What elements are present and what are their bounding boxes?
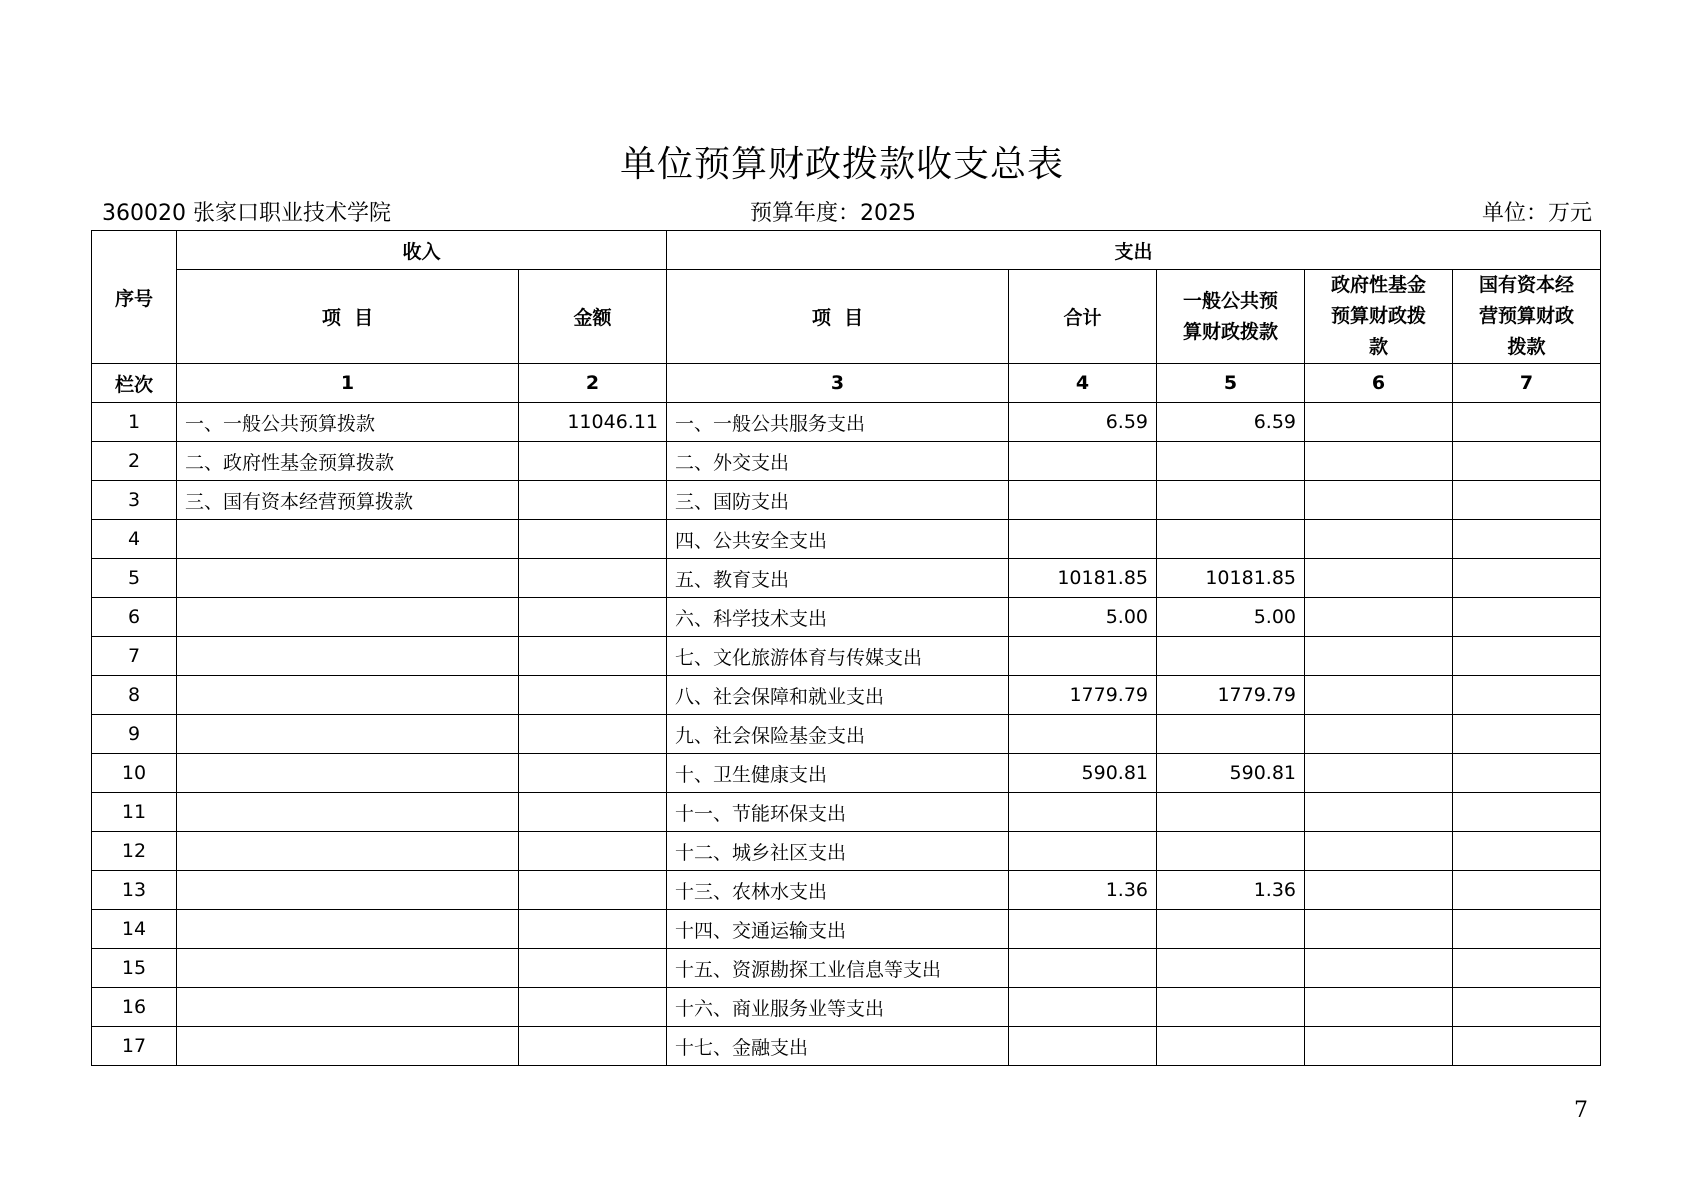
cell-income-amount	[519, 559, 667, 598]
cell-general-budget	[1157, 481, 1305, 520]
cell-state-capital	[1453, 403, 1601, 442]
cell-state-capital	[1453, 1027, 1601, 1066]
cell-income-amount	[519, 832, 667, 871]
cell-income-item	[177, 793, 519, 832]
column-number: 5	[1157, 364, 1305, 403]
cell-income-amount: 11046.11	[519, 403, 667, 442]
cell-income-item	[177, 754, 519, 793]
table-row	[92, 793, 1601, 832]
cell-expense-item: 十五、资源勘探工业信息等支出	[667, 949, 1009, 988]
cell-state-capital	[1453, 598, 1601, 637]
table-row	[92, 1027, 1601, 1066]
cell-income-item	[177, 559, 519, 598]
cell-state-capital	[1453, 637, 1601, 676]
cell-total	[1009, 988, 1157, 1027]
column-number: 2	[519, 364, 667, 403]
column-number: 4	[1009, 364, 1157, 403]
cell-expense-item: 六、科学技术支出	[667, 598, 1009, 637]
cell-expense-item: 十四、交通运输支出	[667, 910, 1009, 949]
table-row	[92, 481, 1601, 520]
cell-total: 5.00	[1009, 598, 1157, 637]
cell-gov-fund	[1305, 1027, 1453, 1066]
cell-general-budget	[1157, 988, 1305, 1027]
cell-state-capital	[1453, 832, 1601, 871]
cell-state-capital	[1453, 793, 1601, 832]
cell-gov-fund	[1305, 832, 1453, 871]
cell-seq: 14	[92, 910, 177, 949]
cell-gov-fund	[1305, 949, 1453, 988]
cell-gov-fund	[1305, 988, 1453, 1027]
cell-state-capital	[1453, 520, 1601, 559]
cell-gov-fund	[1305, 442, 1453, 481]
cell-seq: 10	[92, 754, 177, 793]
cell-expense-item: 四、公共安全支出	[667, 520, 1009, 559]
cell-income-item	[177, 910, 519, 949]
cell-general-budget: 590.81	[1157, 754, 1305, 793]
cell-gov-fund	[1305, 598, 1453, 637]
header-state-capital: 国有资本经营预算财政拨款	[1453, 270, 1601, 364]
cell-expense-item: 十七、金融支出	[667, 1027, 1009, 1066]
table-row	[92, 442, 1601, 481]
cell-general-budget	[1157, 637, 1305, 676]
cell-seq: 3	[92, 481, 177, 520]
cell-state-capital	[1453, 481, 1601, 520]
cell-income-amount	[519, 910, 667, 949]
header-expense: 支出	[667, 231, 1601, 270]
cell-gov-fund	[1305, 715, 1453, 754]
cell-state-capital	[1453, 754, 1601, 793]
cell-total	[1009, 1027, 1157, 1066]
cell-income-amount	[519, 715, 667, 754]
cell-seq: 15	[92, 949, 177, 988]
cell-total	[1009, 520, 1157, 559]
cell-income-item	[177, 520, 519, 559]
cell-income-item: 三、国有资本经营预算拨款	[177, 481, 519, 520]
cell-total: 590.81	[1009, 754, 1157, 793]
cell-state-capital	[1453, 559, 1601, 598]
header-total: 合计	[1009, 270, 1157, 364]
cell-seq: 8	[92, 676, 177, 715]
cell-income-item	[177, 871, 519, 910]
cell-total	[1009, 715, 1157, 754]
table-row	[92, 715, 1601, 754]
cell-expense-item: 五、教育支出	[667, 559, 1009, 598]
cell-seq: 5	[92, 559, 177, 598]
table-row	[92, 559, 1601, 598]
cell-general-budget	[1157, 793, 1305, 832]
cell-expense-item: 十一、节能环保支出	[667, 793, 1009, 832]
cell-general-budget: 1.36	[1157, 871, 1305, 910]
table-row	[92, 520, 1601, 559]
cell-total	[1009, 637, 1157, 676]
header-seq: 序号	[92, 231, 177, 364]
cell-income-item	[177, 1027, 519, 1066]
cell-income-amount	[519, 637, 667, 676]
cell-income-item	[177, 598, 519, 637]
header-row-2	[92, 270, 1601, 364]
cell-gov-fund	[1305, 871, 1453, 910]
table-row	[92, 949, 1601, 988]
cell-gov-fund	[1305, 637, 1453, 676]
cell-state-capital	[1453, 988, 1601, 1027]
cell-general-budget	[1157, 832, 1305, 871]
cell-general-budget	[1157, 520, 1305, 559]
table-row	[92, 988, 1601, 1027]
cell-total: 1.36	[1009, 871, 1157, 910]
header-income-item: 项 目	[177, 270, 519, 364]
cell-expense-item: 七、文化旅游体育与传媒支出	[667, 637, 1009, 676]
cell-state-capital	[1453, 871, 1601, 910]
cell-state-capital	[1453, 676, 1601, 715]
cell-seq: 1	[92, 403, 177, 442]
cell-gov-fund	[1305, 754, 1453, 793]
cell-income-amount	[519, 442, 667, 481]
cell-seq: 7	[92, 637, 177, 676]
cell-seq: 6	[92, 598, 177, 637]
cell-seq: 11	[92, 793, 177, 832]
cell-income-amount	[519, 988, 667, 1027]
cell-total: 1779.79	[1009, 676, 1157, 715]
cell-seq: 4	[92, 520, 177, 559]
cell-income-amount	[519, 481, 667, 520]
cell-expense-item: 八、社会保障和就业支出	[667, 676, 1009, 715]
cell-general-budget	[1157, 949, 1305, 988]
column-number: 1	[177, 364, 519, 403]
cell-income-item	[177, 715, 519, 754]
table-row	[92, 598, 1601, 637]
cell-general-budget	[1157, 1027, 1305, 1066]
cell-expense-item: 二、外交支出	[667, 442, 1009, 481]
cell-general-budget: 1779.79	[1157, 676, 1305, 715]
table-row	[92, 637, 1601, 676]
budget-year: 预算年度：2025	[750, 201, 916, 226]
cell-state-capital	[1453, 442, 1601, 481]
cell-gov-fund	[1305, 559, 1453, 598]
budget-table	[91, 230, 1601, 1066]
cell-state-capital	[1453, 910, 1601, 949]
cell-income-amount	[519, 676, 667, 715]
table-row	[92, 910, 1601, 949]
cell-total	[1009, 442, 1157, 481]
column-number: 6	[1305, 364, 1453, 403]
header-gov-fund: 政府性基金预算财政拨款	[1305, 270, 1453, 364]
cell-income-amount	[519, 520, 667, 559]
cell-general-budget: 10181.85	[1157, 559, 1305, 598]
header-general-budget: 一般公共预算财政拨款	[1157, 270, 1305, 364]
cell-income-item: 二、政府性基金预算拨款	[177, 442, 519, 481]
cell-expense-item: 一、一般公共服务支出	[667, 403, 1009, 442]
cell-general-budget	[1157, 715, 1305, 754]
column-number: 3	[667, 364, 1009, 403]
column-number-row	[92, 364, 1601, 403]
cell-state-capital	[1453, 949, 1601, 988]
cell-seq: 12	[92, 832, 177, 871]
cell-seq: 9	[92, 715, 177, 754]
cell-income-item	[177, 949, 519, 988]
column-label: 栏次	[92, 364, 177, 403]
cell-income-item: 一、一般公共预算拨款	[177, 403, 519, 442]
cell-income-amount	[519, 598, 667, 637]
table-row	[92, 754, 1601, 793]
header-expense-item: 项 目	[667, 270, 1009, 364]
table-row	[92, 403, 1601, 442]
cell-total	[1009, 793, 1157, 832]
cell-total	[1009, 949, 1157, 988]
cell-gov-fund	[1305, 793, 1453, 832]
unit-name: 360020 张家口职业技术学院	[102, 201, 391, 226]
cell-expense-item: 九、社会保险基金支出	[667, 715, 1009, 754]
cell-total	[1009, 481, 1157, 520]
cell-income-amount	[519, 949, 667, 988]
cell-income-amount	[519, 793, 667, 832]
page-number: 7	[1574, 1098, 1588, 1123]
cell-income-item	[177, 637, 519, 676]
cell-general-budget: 6.59	[1157, 403, 1305, 442]
cell-expense-item: 十、卫生健康支出	[667, 754, 1009, 793]
cell-gov-fund	[1305, 520, 1453, 559]
cell-income-item	[177, 832, 519, 871]
header-income: 收入	[177, 231, 667, 270]
cell-total	[1009, 910, 1157, 949]
table-row	[92, 832, 1601, 871]
page-title: 单位预算财政拨款收支总表	[619, 144, 1064, 185]
cell-expense-item: 三、国防支出	[667, 481, 1009, 520]
cell-expense-item: 十六、商业服务业等支出	[667, 988, 1009, 1027]
cell-seq: 16	[92, 988, 177, 1027]
cell-general-budget	[1157, 442, 1305, 481]
table-row	[92, 871, 1601, 910]
cell-state-capital	[1453, 715, 1601, 754]
cell-income-amount	[519, 1027, 667, 1066]
cell-seq: 17	[92, 1027, 177, 1066]
currency-unit: 单位：万元	[1481, 201, 1592, 226]
header-income-amount: 金额	[519, 270, 667, 364]
cell-income-item	[177, 676, 519, 715]
cell-gov-fund	[1305, 403, 1453, 442]
table-body	[92, 403, 1601, 1066]
cell-income-amount	[519, 871, 667, 910]
cell-seq: 13	[92, 871, 177, 910]
cell-expense-item: 十三、农林水支出	[667, 871, 1009, 910]
cell-gov-fund	[1305, 676, 1453, 715]
header-row-1	[92, 231, 1601, 270]
cell-gov-fund	[1305, 910, 1453, 949]
cell-total: 6.59	[1009, 403, 1157, 442]
cell-total	[1009, 832, 1157, 871]
column-number: 7	[1453, 364, 1601, 403]
cell-income-amount	[519, 754, 667, 793]
cell-general-budget: 5.00	[1157, 598, 1305, 637]
cell-gov-fund	[1305, 481, 1453, 520]
cell-total: 10181.85	[1009, 559, 1157, 598]
cell-general-budget	[1157, 910, 1305, 949]
cell-income-item	[177, 988, 519, 1027]
cell-expense-item: 十二、城乡社区支出	[667, 832, 1009, 871]
table-row	[92, 676, 1601, 715]
cell-seq: 2	[92, 442, 177, 481]
